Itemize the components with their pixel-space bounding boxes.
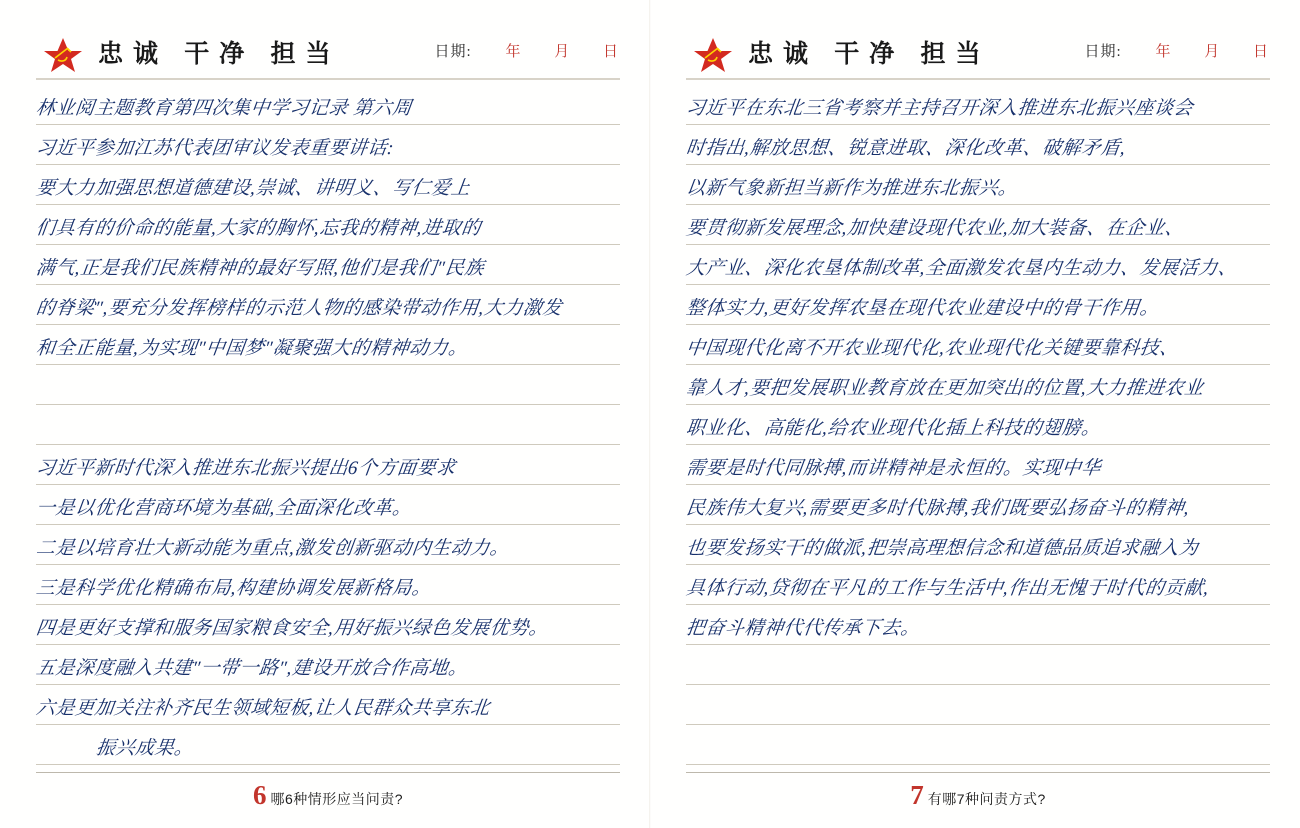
rule-line: [686, 524, 1270, 525]
date-year-right: 年: [1155, 44, 1171, 60]
handwritten-line: 要大力加强思想道德建设,崇诚、讲明义、写仁爱上: [34, 178, 472, 199]
footer-question-right: 有哪7种问责方式?: [927, 791, 1046, 807]
rule-line: [686, 604, 1270, 605]
footer-number-right: 7: [910, 780, 924, 810]
header-rule-right: [686, 78, 1270, 80]
header-date-left: [435, 40, 618, 61]
handwritten-line: 要贯彻新发展理念,加快建设现代农业,加大装备、在企业、: [684, 218, 1186, 239]
handwritten-line: 六是更加关注补齐民生领域短板,让人民群众共享东北: [34, 698, 492, 719]
page-header-right: [686, 34, 1270, 80]
date-day-left: 日: [602, 44, 618, 60]
rule-lines-left: [36, 84, 620, 770]
handwritten-line: 时指出,解放思想、锐意进取、深化改革、破解矛盾,: [684, 138, 1127, 159]
handwritten-line: 一是以优化营商环境为基础,全面深化改革。: [34, 498, 414, 519]
rule-line: [36, 764, 620, 765]
rule-line: [36, 724, 620, 725]
date-label-right: 日期:: [1084, 44, 1122, 60]
rule-line: [36, 644, 620, 645]
rule-line: [36, 324, 620, 325]
rule-line: [36, 204, 620, 205]
rule-line: [36, 524, 620, 525]
handwritten-line: 林业阅主题教育第四次集中学习记录 第六周: [34, 98, 414, 119]
rule-line: [686, 364, 1270, 365]
rule-line: [686, 484, 1270, 485]
handwritten-line: 靠人才,要把发展职业教育放在更加突出的位置,大力推进农业: [684, 378, 1205, 399]
party-emblem-icon: [40, 36, 86, 74]
footer-number-left: 6: [252, 780, 267, 810]
rule-line: [686, 724, 1270, 725]
date-month-left: 月: [554, 44, 570, 60]
handwritten-line: 需要是时代同脉搏,而讲精神是永恒的。实现中华: [684, 458, 1103, 479]
rule-line: [686, 204, 1270, 205]
rule-line: [686, 404, 1270, 405]
rule-line: [36, 124, 620, 125]
page-footer-right: [686, 772, 1270, 812]
rule-line: [36, 284, 620, 285]
header-date-right: [1085, 40, 1268, 61]
rule-line: [36, 244, 620, 245]
ruled-sheet-right: [686, 84, 1270, 770]
header-motto-right: 忠诚 干净 担当: [748, 41, 991, 68]
rule-line: [686, 284, 1270, 285]
page-header-left: [36, 34, 620, 80]
page-footer-left: [36, 772, 620, 812]
page-gutter: [649, 0, 651, 828]
handwritten-line: 以新气象新担当新作为推进东北振兴。: [684, 178, 1019, 199]
rule-line: [686, 764, 1270, 765]
rule-line: [36, 364, 620, 365]
footer-question-left: 哪6种情形应当问责?: [270, 791, 404, 807]
rule-line: [36, 444, 620, 445]
handwritten-line: 习近平新时代深入推进东北振兴提出6个方面要求: [34, 458, 457, 479]
handwritten-line: 习近平参加江苏代表团审议发表重要讲话:: [34, 138, 396, 159]
header-motto-left: 忠诚 干净 担当: [98, 41, 341, 68]
party-emblem-icon: [690, 36, 736, 74]
rule-line: [686, 644, 1270, 645]
handwritten-line: 四是更好支撑和服务国家粮食安全,用好振兴绿色发展优势。: [34, 618, 550, 639]
rule-line: [36, 604, 620, 605]
handwritten-line: 振兴成果。: [94, 738, 195, 759]
header-rule-left: [36, 78, 620, 80]
handwritten-line: 整体实力,更好发挥农垦在现代农业建设中的骨干作用。: [684, 298, 1161, 319]
footer-rule-left: [36, 772, 620, 773]
handwritten-line: 们具有的价命的能量,大家的胸怀,忘我的精神,进取的: [34, 218, 483, 239]
rule-line: [686, 164, 1270, 165]
rule-line: [36, 484, 620, 485]
ruled-sheet-left: [36, 84, 620, 770]
date-year-left: 年: [505, 44, 521, 60]
rule-line: [36, 164, 620, 165]
rule-line: [686, 324, 1270, 325]
notebook-page-right: [650, 0, 1300, 828]
rule-line: [36, 684, 620, 685]
handwritten-line: 满气,正是我们民族精神的最好写照,他们是我们"民族: [34, 258, 486, 279]
handwritten-line: 民族伟大复兴,需要更多时代脉搏,我们既要弘扬奋斗的精神,: [684, 498, 1191, 519]
rule-line: [686, 684, 1270, 685]
footer-rule-right: [686, 772, 1270, 773]
handwritten-line: 把奋斗精神代代传承下去。: [684, 618, 922, 639]
rule-lines-right: [686, 84, 1270, 770]
rule-line: [36, 404, 620, 405]
rule-line: [686, 124, 1270, 125]
handwritten-line: 五是深度融入共建"一带一路",建设开放合作高地。: [34, 658, 470, 679]
handwritten-line: 职业化、高能化,给农业现代化插上科技的翅膀。: [684, 418, 1103, 439]
handwritten-line: 大产业、深化农垦体制改革,全面激发农垦内生动力、发展活力、: [684, 258, 1239, 279]
handwritten-line: 和全正能量,为实现"中国梦"凝聚强大的精神动力。: [34, 338, 470, 359]
rule-line: [36, 564, 620, 565]
handwritten-line: 具体行动,贷彻在平凡的工作与生活中,作出无愧于时代的贡献,: [684, 578, 1211, 599]
date-label-left: 日期:: [434, 44, 472, 60]
rule-line: [686, 564, 1270, 565]
date-day-right: 日: [1252, 44, 1268, 60]
handwritten-line: 中国现代化离不开农业现代化,农业现代化关键要靠科技、: [684, 338, 1181, 359]
handwritten-line: 的脊梁",要充分发挥榜样的示范人物的感染带动作用,大力激发: [34, 298, 564, 319]
rule-line: [686, 244, 1270, 245]
handwritten-line: 也要发扬实干的做派,把崇高理想信念和道德品质追求融入为: [684, 538, 1200, 559]
date-month-right: 月: [1204, 44, 1220, 60]
handwritten-line: 三是科学优化精确布局,构建协调发展新格局。: [34, 578, 433, 599]
handwritten-line: 习近平在东北三省考察并主持召开深入推进东北振兴座谈会: [684, 98, 1195, 119]
handwritten-line: 二是以培育壮大新动能为重点,激发创新驱动内生动力。: [34, 538, 511, 559]
rule-line: [686, 444, 1270, 445]
